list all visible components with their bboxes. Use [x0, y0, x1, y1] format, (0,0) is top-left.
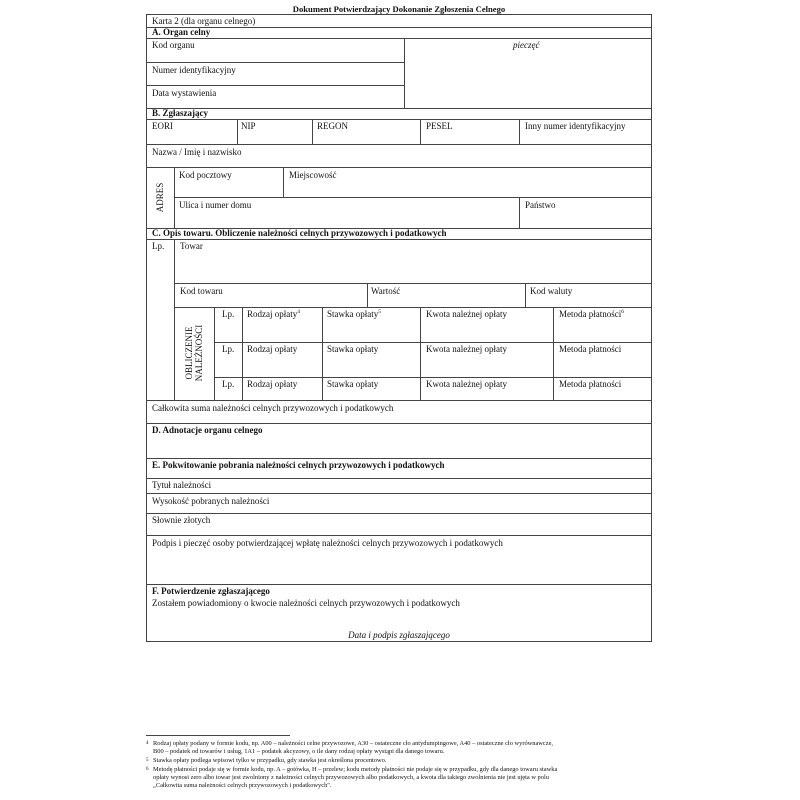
goods-code-field[interactable]: Kod towaru: [180, 286, 223, 296]
calc-row-2-fee-type[interactable]: Rodzaj opłaty: [247, 344, 298, 354]
other-id-field[interactable]: Inny numer identyfikacyjny: [525, 121, 626, 131]
calc-row-2-rate[interactable]: Stawka opłaty: [327, 344, 379, 354]
section-d-title: D. Adnotacje organu celnego: [152, 425, 263, 435]
issue-date-field[interactable]: Data wystawienia: [152, 88, 217, 98]
goods-lp-label: Lp.: [152, 241, 165, 251]
calc-row-1-method[interactable]: Metoda płatności$^6$: [559, 309, 624, 319]
nip-field[interactable]: NIP: [241, 121, 256, 131]
total-field[interactable]: Całkowita suma należności celnych przywozowych i podatkowych: [152, 403, 394, 413]
calc-row-3-lp: Lp.: [222, 379, 235, 389]
regon-field[interactable]: REGON: [317, 121, 348, 131]
calculation-label: OBLICZENIE NALEŻNOŚCI: [184, 324, 204, 382]
card-label: Karta 2 (dla organu celnego): [152, 16, 256, 26]
calc-row-1-rate[interactable]: Stawka opłaty$^5$: [327, 309, 381, 319]
city-field[interactable]: Miejscowość: [289, 170, 337, 180]
section-a-title: A. Organ celny: [152, 27, 211, 37]
declarant-signature-field[interactable]: Data i podpis zgłaszającego: [348, 630, 450, 640]
name-field[interactable]: Nazwa / Imię i nazwisko: [152, 147, 242, 157]
footnote-separator: [146, 735, 290, 736]
pesel-field[interactable]: PESEL: [426, 121, 453, 131]
section-e-title: E. Pokwitowanie pobrania należności celnych przywozowych i podatkowych: [152, 460, 445, 470]
calc-row-1-lp: Lp.: [222, 309, 235, 319]
document-title: Dokument Potwierdzający Dokonanie Zgłoszenia Celnego: [292, 4, 506, 14]
section-c-title: C. Opis towaru. Obliczenie należności celnych przywozowych i podatkowych: [152, 228, 447, 238]
calc-row-3-rate[interactable]: Stawka opłaty: [327, 379, 379, 389]
receivable-title-field[interactable]: Tytuł należności: [152, 480, 212, 490]
calc-row-2-method[interactable]: Metoda płatności: [559, 344, 622, 354]
calc-row-1-fee-type[interactable]: Rodzaj opłaty$^4$: [247, 309, 300, 319]
stamp-field: pieczęć: [513, 40, 540, 50]
payment-signature-field[interactable]: Podpis i pieczęć osoby potwierdzającej wpłatę należności celnych przywozowych i podatkowych: [152, 538, 503, 548]
calc-row-3-fee-type[interactable]: Rodzaj opłaty: [247, 379, 298, 389]
postal-code-field[interactable]: Kod pocztowy: [179, 170, 232, 180]
footnote-6: 6 Metodę płatności podaje się w formie kodu, np. A – gotówka, H – przelew; kodu metody płatności nie podaje się w przypadku, gdy dla danego towaru stawka opłaty wynosi zero albo towar jest zwolniony z należności celnych przywozowych albo podatkowych, a kwota dla takiego zwolnienia nie jest ujęta w polu „Całkowita suma należności celnych przywozowych i podatkowych".: [146, 766, 558, 789]
section-f-title: F. Potwierdzenie zgłaszającego: [152, 586, 270, 596]
customs-form: [146, 14, 652, 642]
footnote-4: 4 Rodzaj opłaty podany w formie kodu, np. A00 – należności celne przywozowe, A30 – ostateczne cło antydumpingowe, A40 – ostateczne cło wyrównawcze, B00 – podatek od towarów i usług, 1A1 – podatek akcyzowy, o ile dany rodzaj opłaty wystąpi dla danego towaru.: [146, 740, 554, 755]
value-field[interactable]: Wartość: [371, 286, 401, 296]
section-b-title: B. Zgłaszający: [152, 108, 208, 118]
country-field[interactable]: Państwo: [525, 200, 556, 210]
street-field[interactable]: Ulica i numer domu: [179, 200, 252, 210]
calc-row-2-lp: Lp.: [222, 344, 235, 354]
calc-row-2-amount[interactable]: Kwota należnej opłaty: [426, 344, 507, 354]
amount-in-words-field[interactable]: Słownie złotych: [152, 515, 211, 525]
declarant-statement: Zostałem powiadomiony o kwocie należności celnych przywozowych i podatkowych: [152, 598, 460, 608]
customs-office-code-field[interactable]: Kod organu: [152, 40, 195, 50]
collected-amount-field[interactable]: Wysokość pobranych należności: [152, 496, 270, 506]
footnote-5: 5 Stawka opłaty podlega wpisowi tylko w przypadku, gdy stawka jest określona procentowo.: [146, 757, 387, 764]
calc-row-3-method[interactable]: Metoda płatności: [559, 379, 622, 389]
goods-field[interactable]: Towar: [180, 241, 203, 251]
eori-field[interactable]: EORI: [152, 121, 173, 131]
currency-code-field[interactable]: Kod waluty: [530, 286, 573, 296]
address-label: ADRES: [155, 182, 165, 213]
calc-row-3-amount[interactable]: Kwota należnej opłaty: [426, 379, 507, 389]
calc-row-1-amount[interactable]: Kwota należnej opłaty: [426, 309, 507, 319]
id-number-field[interactable]: Numer identyfikacyjny: [152, 65, 236, 75]
